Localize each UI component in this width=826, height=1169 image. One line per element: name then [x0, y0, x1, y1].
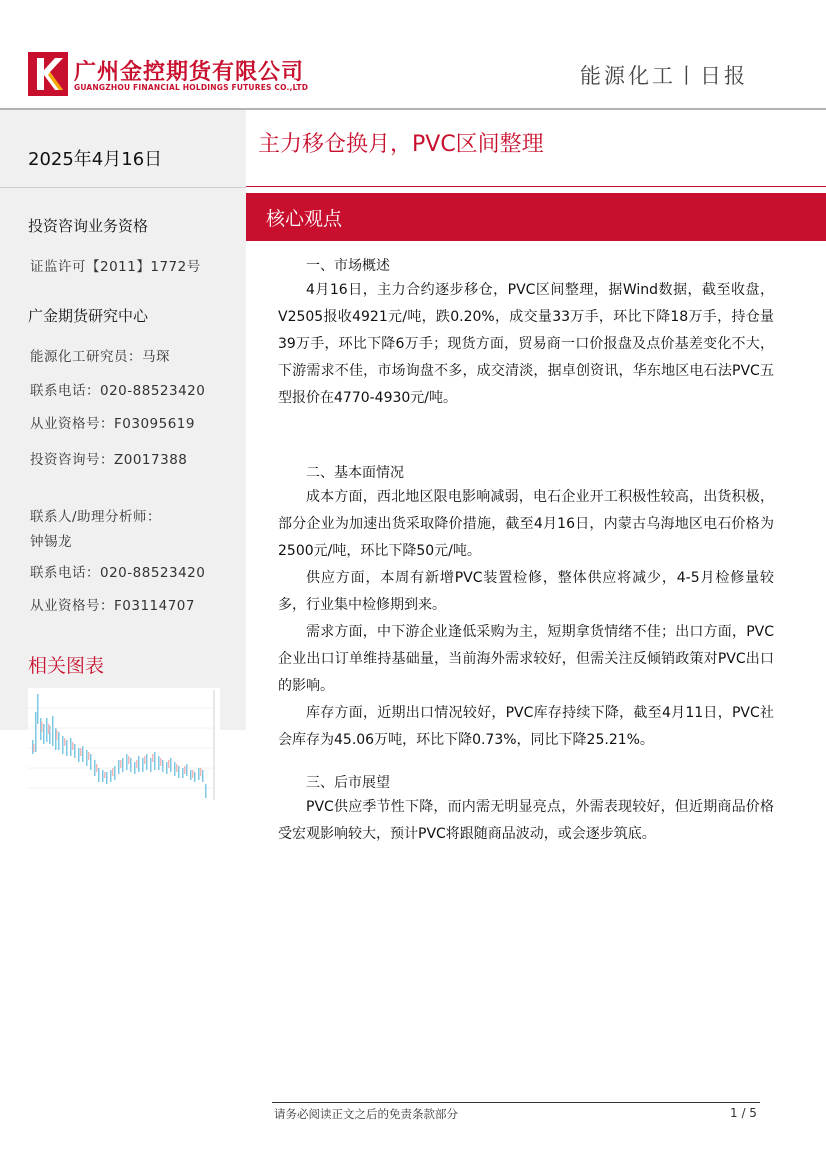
demand-paragraph: 需求方面，中下游企业逢低采购为主，短期拿货情绪不佳；出口方面，PVC企业出口订单维持基础量，当前海外需求较好，但需关注反倾销政策对PVC出口的影响。 — [278, 624, 774, 694]
contact-role: 联系人/助理分析师： — [30, 509, 162, 525]
title-underline — [246, 186, 826, 187]
section-3-title: 三、后市展望 — [306, 775, 390, 791]
footer-divider — [272, 1102, 760, 1103]
report-date: 2025年4月16日 — [28, 149, 163, 170]
page-number: 1 / 5 — [730, 1106, 757, 1120]
qualification-title: 投资咨询业务资格 — [28, 217, 149, 235]
core-view-label: 核心观点 — [266, 208, 343, 230]
company-logo-icon — [28, 52, 68, 96]
section-1-title: 一、市场概述 — [306, 258, 390, 274]
related-chart-thumbnail[interactable] — [28, 688, 220, 804]
section-3-body — [278, 794, 774, 848]
contact-cert: 从业资格号：F03114707 — [30, 598, 195, 614]
related-charts-title: 相关图表 — [28, 655, 105, 677]
license-number: 证监许可【2011】1772号 — [30, 259, 201, 275]
company-name-en: GUANGZHOU FINANCIAL HOLDINGS FUTURES CO.,LTD — [74, 83, 309, 92]
inventory-paragraph: 库存方面，近期出口情况较好，PVC库存持续下降，截至4月11日，PVC社会库存为45.06万吨，环比下降0.73%，同比下降25.21%。 — [278, 705, 774, 748]
disclaimer-note: 请务必阅读正文之后的免责条款部分 — [274, 1107, 458, 1121]
report-category: 能源化工丨日报 — [580, 64, 748, 88]
section-2-body — [278, 484, 774, 754]
cost-paragraph: 成本方面，西北地区限电影响减弱，电石企业开工积极性较高，出货积极，部分企业为加速出货采取降价措施，截至4月16日，内蒙古乌海地区电石价格为2500元/吨，环比下降50元/吨。 — [278, 489, 774, 559]
outlook-paragraph: PVC供应季节性下降，而内需无明显亮点，外需表现较好，但近期商品价格受宏观影响较大，预计PVC将跟随商品波动，或会逐步筑底。 — [278, 799, 774, 842]
analyst-name: 能源化工研究员：马琛 — [30, 349, 170, 365]
contact-name: 钟锡龙 — [30, 534, 72, 550]
analyst-cert: 从业资格号：F03095619 — [30, 416, 195, 432]
section-2-title: 二、基本面情况 — [306, 465, 404, 481]
supply-paragraph: 供应方面，本周有新增PVC装置检修，整体供应将减少，4-5月检修量较多，行业集中检修期到来。 — [278, 570, 774, 613]
market-overview-paragraph: 4月16日，主力合约逐步移仓，PVC区间整理，据Wind数据，截至收盘，V2505报收4921元/吨，跌0.20%，成交量33万手，环比下降18万手，持仓量39万手，环比下降6万手；现货方面，贸易商一口价报盘及点价基差变化不大，下游需求不佳，市场询盘不多，成交清淡，据卓创资讯，华东地区电石法PVC五型报价在4770-4930元/吨。 — [278, 282, 774, 406]
analyst-phone: 联系电话：020-88523420 — [30, 383, 206, 399]
sidebar-divider — [0, 187, 246, 188]
contact-phone: 联系电话：020-88523420 — [30, 565, 206, 581]
analyst-consult-number: 投资咨询号：Z0017388 — [30, 452, 188, 468]
research-center: 广金期货研究中心 — [28, 307, 149, 325]
section-1-body — [278, 277, 774, 412]
company-name-cn: 广州金控期货有限公司 — [74, 60, 305, 85]
report-title: 主力移仓换月，PVC区间整理 — [258, 132, 544, 157]
